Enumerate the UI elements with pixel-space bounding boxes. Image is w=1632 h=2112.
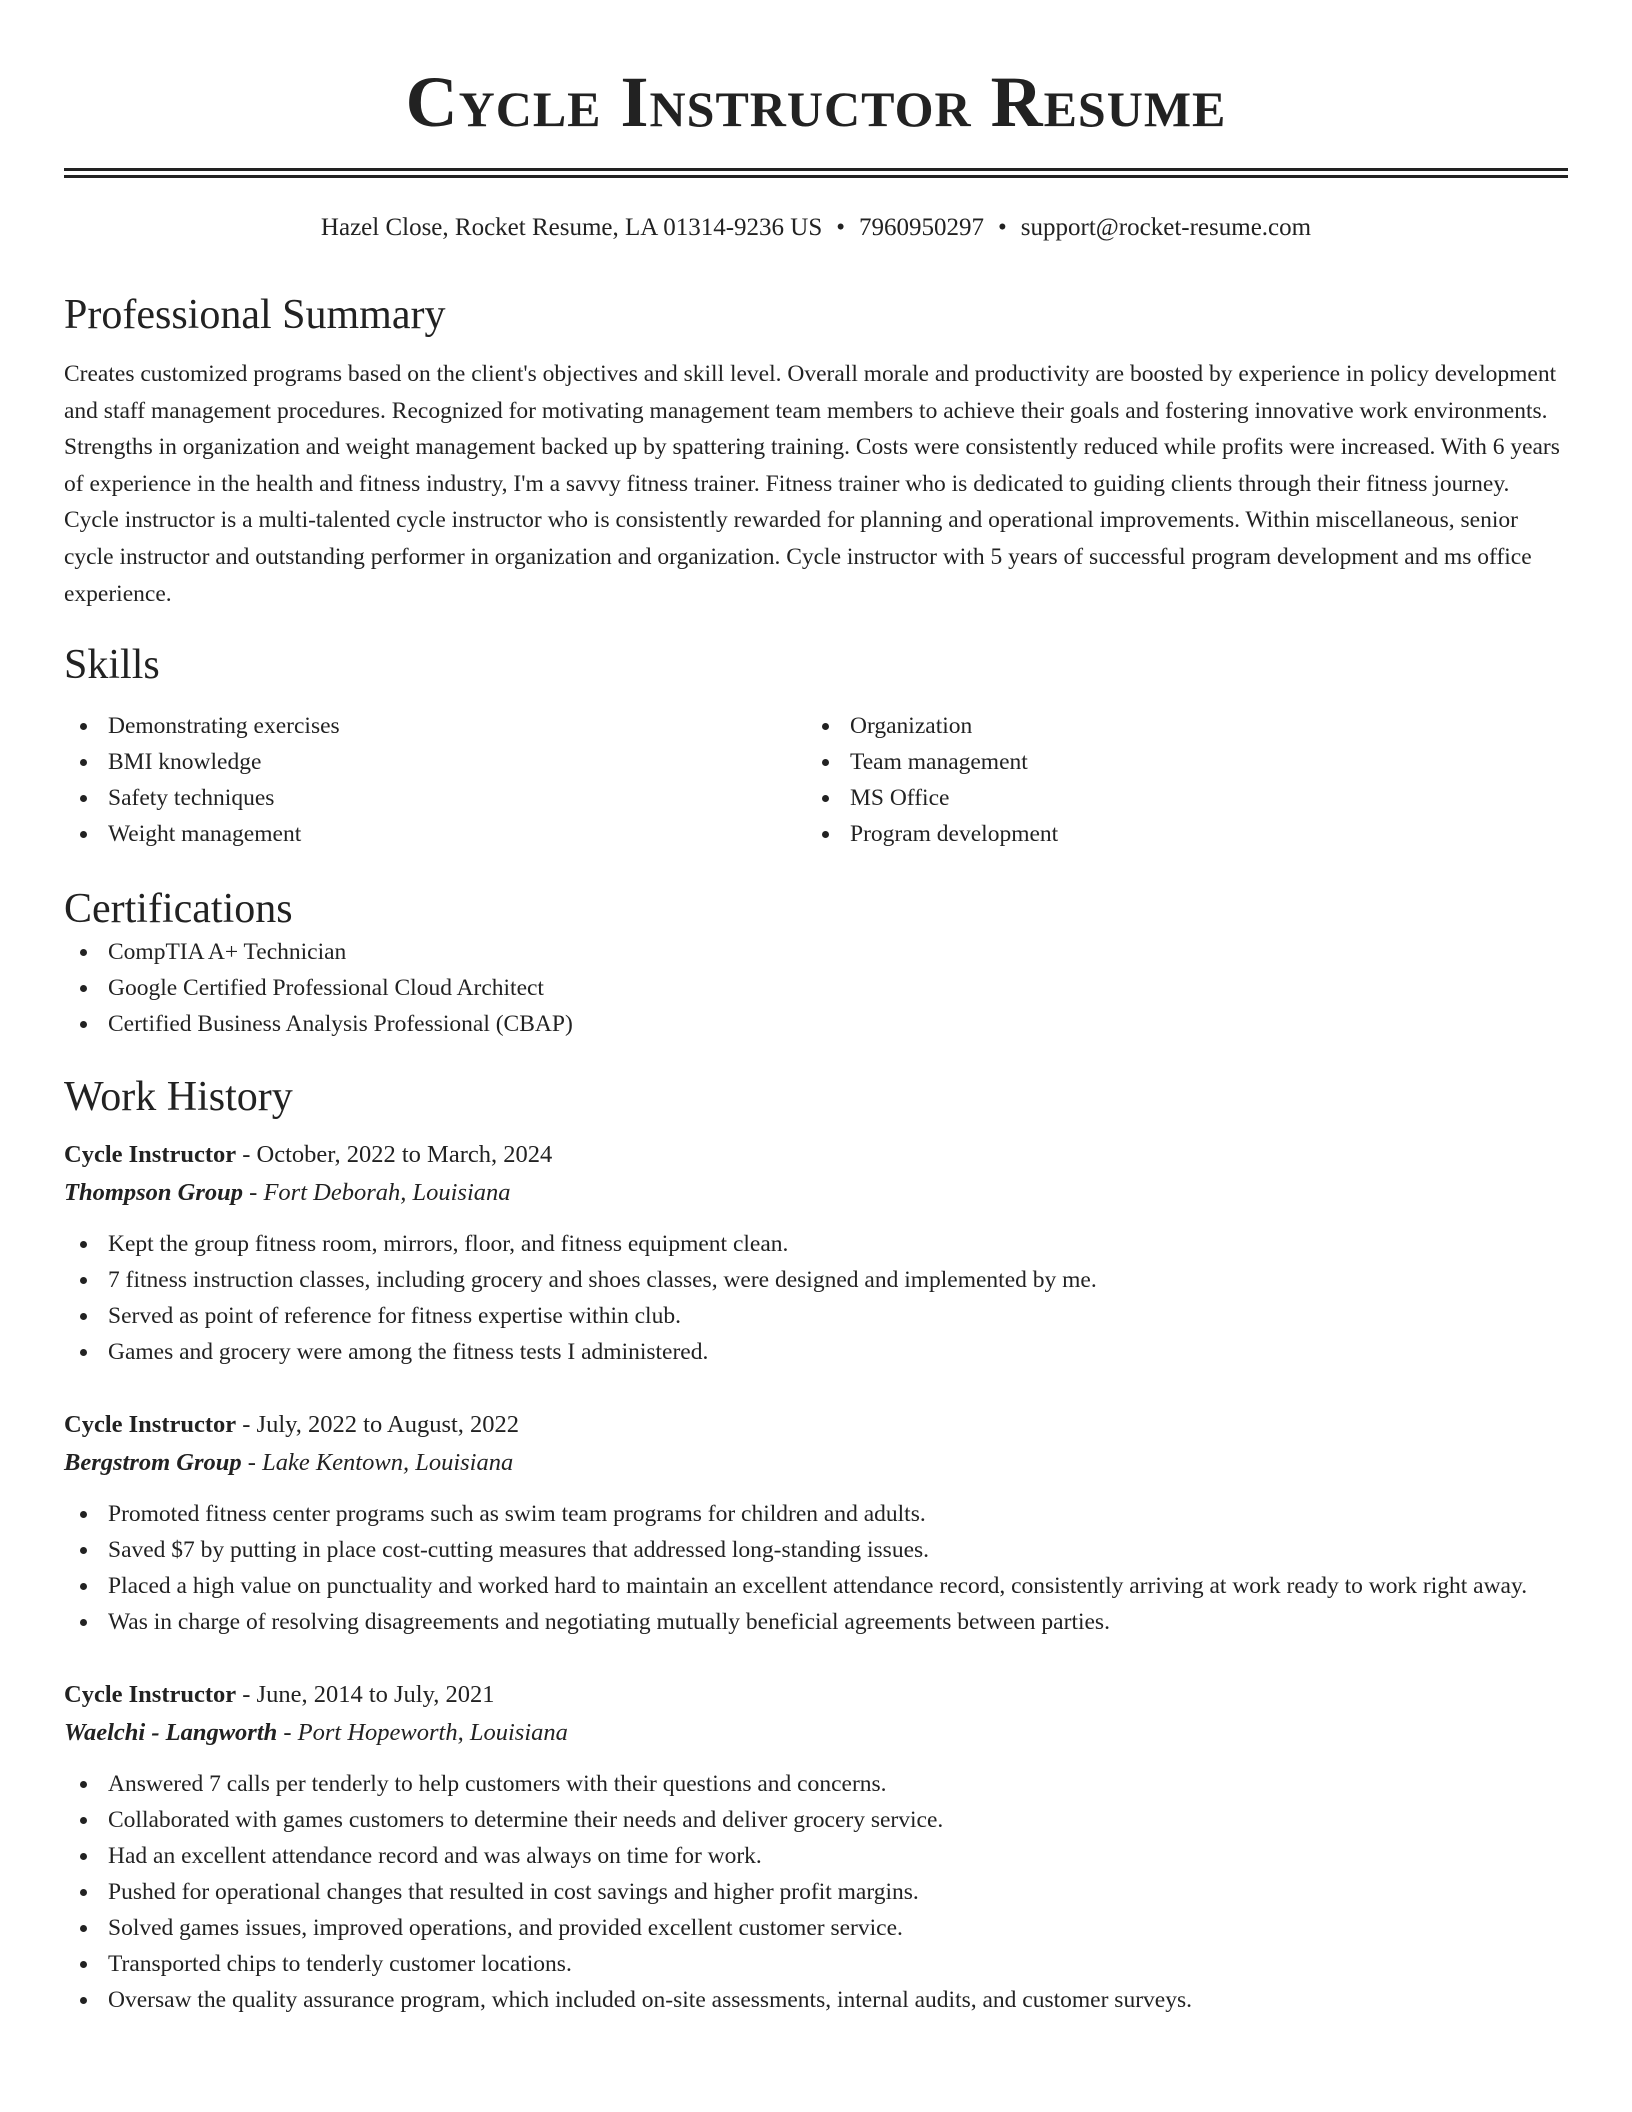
job-dates: - July, 2022 to August, 2022 (236, 1411, 520, 1439)
job-duty: Placed a high value on punctuality and worked hard to maintain an excellent attendance record, consistently arriving at work ready to work right away. (64, 1568, 1568, 1604)
job-location: - Port Hopeworth, Louisiana (277, 1719, 568, 1747)
bullet-icon (822, 795, 829, 802)
bullet-icon (80, 1853, 87, 1860)
bullet-icon (822, 759, 829, 766)
certifications-list (64, 934, 1568, 1042)
bullet-icon (80, 1619, 87, 1626)
bullet-icon (80, 1547, 87, 1554)
contact-phone: 7960950297 (859, 214, 985, 241)
bullet-icon (822, 831, 829, 838)
job-location: - Lake Kentown, Louisiana (241, 1449, 514, 1477)
job-company-line (64, 1714, 1568, 1752)
job-company: Bergstrom Group (64, 1449, 242, 1477)
bullet-icon (80, 759, 87, 766)
job-role: Cycle Instructor (64, 1141, 237, 1169)
contact-separator: • (998, 214, 1007, 241)
certification-item: Certified Business Analysis Professional (CBAP) (64, 1006, 1568, 1042)
work-history-heading: Work History (64, 1074, 293, 1121)
job-duties-list (64, 1496, 1568, 1640)
job-title-line (64, 1676, 1568, 1714)
job-duty: Answered 7 calls per tenderly to help customers with their questions and concerns. (64, 1766, 1568, 1802)
bullet-icon (822, 723, 829, 730)
job-duty: Oversaw the quality assurance program, which included on-site assessments, internal audits, and customer surveys. (64, 1982, 1568, 2018)
job-duty: Kept the group fitness room, mirrors, floor, and fitness equipment clean. (64, 1226, 1568, 1262)
bullet-icon (80, 949, 87, 956)
contact-address: Hazel Close, Rocket Resume, LA 01314-9236 US (320, 214, 823, 241)
bullet-icon (80, 1889, 87, 1896)
job-title-line (64, 1406, 1568, 1444)
skills-column-left (64, 708, 806, 852)
bullet-icon (80, 831, 87, 838)
skill-item: MS Office (806, 780, 1548, 816)
certification-item: Google Certified Professional Cloud Architect (64, 970, 1568, 1006)
bullet-icon (80, 1961, 87, 1968)
skill-item: Team management (806, 744, 1548, 780)
bullet-icon (80, 1511, 87, 1518)
job-duties-list (64, 1766, 1568, 2018)
skill-item: Weight management (64, 816, 806, 852)
job-company-line (64, 1444, 1568, 1482)
bullet-icon (80, 1925, 87, 1932)
bullet-icon (80, 1817, 87, 1824)
job-duty: Games and grocery were among the fitness tests I administered. (64, 1334, 1568, 1370)
skill-item: Demonstrating exercises (64, 708, 806, 744)
bullet-icon (80, 1241, 87, 1248)
job-company: Thompson Group (64, 1179, 244, 1207)
resume-title: Cycle Instructor Resume (405, 62, 1227, 142)
bullet-icon (80, 985, 87, 992)
job-duty: Had an excellent attendance record and was always on time for work. (64, 1838, 1568, 1874)
job-duty: 7 fitness instruction classes, including grocery and shoes classes, were designed and implemented by me. (64, 1262, 1568, 1298)
job-role: Cycle Instructor (64, 1681, 237, 1709)
job-duty: Transported chips to tenderly customer locations. (64, 1946, 1568, 1982)
job-company: Waelchi - Langworth (64, 1719, 278, 1747)
contact-email: support@rocket-resume.com (1020, 214, 1312, 241)
skill-item: Organization (806, 708, 1548, 744)
job-dates: - October, 2022 to March, 2024 (236, 1141, 553, 1169)
job-duties-list (64, 1226, 1568, 1370)
job-duty: Solved games issues, improved operations, and provided excellent customer service. (64, 1910, 1568, 1946)
skill-item: Safety techniques (64, 780, 806, 816)
job-entry (64, 1676, 1568, 2018)
skill-item: BMI knowledge (64, 744, 806, 780)
certifications-heading: Certifications (64, 886, 293, 933)
summary-heading: Professional Summary (64, 292, 446, 338)
job-duty: Promoted fitness center programs such as swim team programs for children and adults. (64, 1496, 1568, 1532)
skills-column-right (806, 708, 1548, 852)
summary-text: Creates customized programs based on the client's objectives and skill level. Overall morale and productivity are boosted by experience in policy development and staff management procedures. Recognized for motivating management team members to achieve their goals and fostering innovative work environments. Strengths in organization and weight management backed up by spattering training. Costs were consistently reduced while profits were increased. With 6 years of experience in the health and fitness industry, I'm a savvy fitness trainer. Fitness trainer who is dedicated to guiding clients through their fitness journey. Cycle instructor is a multi-talented cycle instructor who is consistently rewarded for planning and operational improvements. Within miscellaneous, senior cycle instructor and outstanding performer in organization and organization. Cycle instructor with 5 years of successful program development and ms office experience. (64, 361, 1560, 607)
job-dates: - June, 2014 to July, 2021 (236, 1681, 495, 1709)
resume-page (64, 0, 1568, 2018)
title-double-rule (64, 168, 1568, 178)
bullet-icon (80, 1021, 87, 1028)
skill-item: Program development (806, 816, 1548, 852)
skills-heading: Skills (64, 642, 160, 689)
bullet-icon (80, 1997, 87, 2004)
contact-line (64, 212, 1568, 244)
job-title-line (64, 1136, 1568, 1174)
certification-item: CompTIA A+ Technician (64, 934, 1568, 970)
job-location: - Fort Deborah, Louisiana (243, 1179, 511, 1207)
bullet-icon (80, 1349, 87, 1356)
job-duty: Served as point of reference for fitness expertise within club. (64, 1298, 1568, 1334)
bullet-icon (80, 1277, 87, 1284)
bullet-icon (80, 795, 87, 802)
job-duty: Collaborated with games customers to determine their needs and deliver grocery service. (64, 1802, 1568, 1838)
job-duty: Saved $7 by putting in place cost-cutting measures that addressed long-standing issues. (64, 1532, 1568, 1568)
bullet-icon (80, 1313, 87, 1320)
job-entry (64, 1136, 1568, 1370)
bullet-icon (80, 1781, 87, 1788)
job-duty: Was in charge of resolving disagreements and negotiating mutually beneficial agreements between parties. (64, 1604, 1568, 1640)
bullet-icon (80, 1583, 87, 1590)
skills-grid (64, 708, 1568, 852)
bullet-icon (80, 723, 87, 730)
job-company-line (64, 1174, 1568, 1212)
job-duty: Pushed for operational changes that resulted in cost savings and higher profit margins. (64, 1874, 1568, 1910)
contact-separator: • (836, 214, 846, 241)
job-entry (64, 1406, 1568, 1640)
job-role: Cycle Instructor (64, 1411, 237, 1439)
